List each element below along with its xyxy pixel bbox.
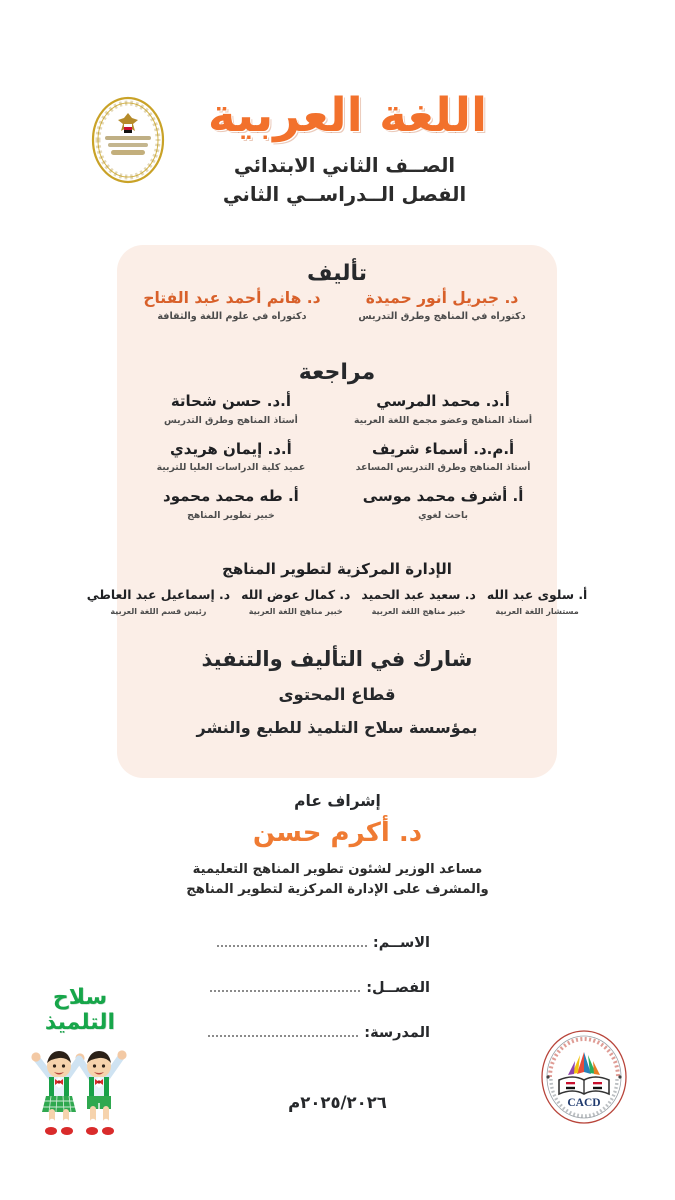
participation-title: شارك في التأليف والتنفيذ (201, 647, 473, 671)
admin-role: خبير مناهج اللغة العربية (371, 606, 466, 616)
reviewer-name: أ.د. إيمان هريدي (170, 439, 292, 458)
author-entry (345, 288, 539, 324)
reviewer-role: أستاذ المناهج وطرق التدريس المساعد (355, 462, 531, 474)
form-row-name (0, 935, 675, 951)
reviewer-entry (133, 392, 329, 427)
name-field-label: الاســم: (372, 935, 430, 951)
supervision-label: إشراف عام (294, 792, 381, 810)
central-administration-people-row (86, 587, 588, 616)
review-heading: مراجعة (298, 360, 376, 385)
participation-section (117, 647, 557, 737)
reviewer-row (133, 392, 541, 427)
admin-entry (241, 587, 350, 616)
reviewer-row (133, 487, 541, 522)
publisher-mascot (15, 985, 145, 1135)
reviewer-name: أ. طه محمد محمود (163, 487, 299, 506)
class-field-input[interactable] (210, 990, 360, 992)
school-field-input[interactable] (208, 1035, 358, 1037)
title-block (0, 88, 675, 209)
publisher-wordmark: سلاح التلميذ (44, 985, 116, 1035)
name-field-input[interactable] (217, 945, 367, 947)
reviewer-name: أ. أشرف محمد موسى (362, 487, 524, 506)
reviewer-entry (133, 440, 329, 475)
supervisor-role-line-1: مساعد الوزير لشئون تطوير المناهج التعليمية (192, 862, 483, 877)
supervisor-role-line-2: والمشرف على الإدارة المركزية لتطوير المناهج (186, 882, 489, 898)
admin-name: د. كمال عوض الله (241, 587, 351, 602)
two-cheering-students-illustration-icon (15, 1033, 145, 1145)
cover-header (0, 88, 675, 238)
admin-role: خبير مناهج اللغة العربية (248, 606, 343, 616)
supervisor-name: د. أكرم حسن (252, 818, 423, 848)
admin-entry (361, 587, 475, 616)
reviewer-role: خبير تطوير المناهج (187, 509, 275, 521)
page-title: اللغة العربية (207, 88, 488, 143)
review-section (117, 360, 557, 522)
authorship-people-row (117, 288, 557, 324)
admin-role: رئيس قسم اللغة العربية (110, 606, 207, 616)
class-field-label: الفصــل: (366, 980, 430, 996)
admin-name: د. إسماعيل عبد العاطي (86, 587, 231, 602)
reviewer-entry (345, 487, 541, 522)
author-role: دكتوراه في علوم اللغة والثقافة (157, 311, 307, 323)
school-field-label: المدرسة: (364, 1025, 430, 1041)
reviewer-role: باحث لغوي (418, 509, 469, 521)
term-subtitle: الفصل الــدراســي الثاني (222, 182, 467, 206)
reviewer-name: أ.د. حسن شحاتة (170, 392, 291, 410)
admin-role: مستشار اللغة العربية (495, 606, 579, 616)
reviewer-role: أستاذ المناهج وعضو مجمع اللغة العربية (354, 414, 533, 426)
grade-subtitle: الصــف الثاني الابتدائي (233, 154, 456, 178)
review-heading-row (117, 360, 557, 392)
reviewer-name: أ.د. محمد المرسي (376, 392, 510, 410)
cacd-abbreviation-text: CACD (567, 1097, 601, 1109)
reviewer-role: عميد كلية الدراسات العليا للتربية (156, 462, 306, 474)
reviewer-entry (133, 487, 329, 522)
author-entry (135, 288, 329, 324)
author-name: د. جبريل أنور حميدة (365, 289, 519, 307)
admin-entry (487, 587, 587, 616)
reviewer-row (133, 440, 541, 475)
supervision-section (0, 792, 675, 901)
admin-name: د. سعيد عبد الحميد (361, 587, 476, 602)
admin-name: أ. سلوى عبد الله (486, 587, 588, 602)
academic-year: ٢٠٢٥/٢٠٢٦م (288, 1093, 387, 1112)
central-administration-section (86, 560, 588, 616)
author-role: دكتوراه في المناهج وطرق التدريس (358, 311, 526, 323)
admin-entry (87, 587, 230, 616)
participation-sector: قطاع المحتوى (278, 685, 396, 704)
reviewer-role: أستاذ المناهج وطرق التدريس (163, 414, 298, 426)
reviewer-entry (345, 392, 541, 427)
participation-publisher: بمؤسسة سلاح التلميذ للطبع والنشر (196, 718, 478, 737)
credits-card (86, 245, 588, 778)
author-name: د. هانم أحمد عبد الفتاح (143, 289, 321, 307)
reviewer-name: أ.م.د. أسماء شريف (371, 439, 515, 458)
authorship-heading: تأليف (307, 261, 367, 286)
central-administration-title: الإدارة المركزية لتطوير المناهج (222, 560, 452, 578)
reviewer-entry (345, 440, 541, 475)
authorship-section (117, 261, 557, 349)
